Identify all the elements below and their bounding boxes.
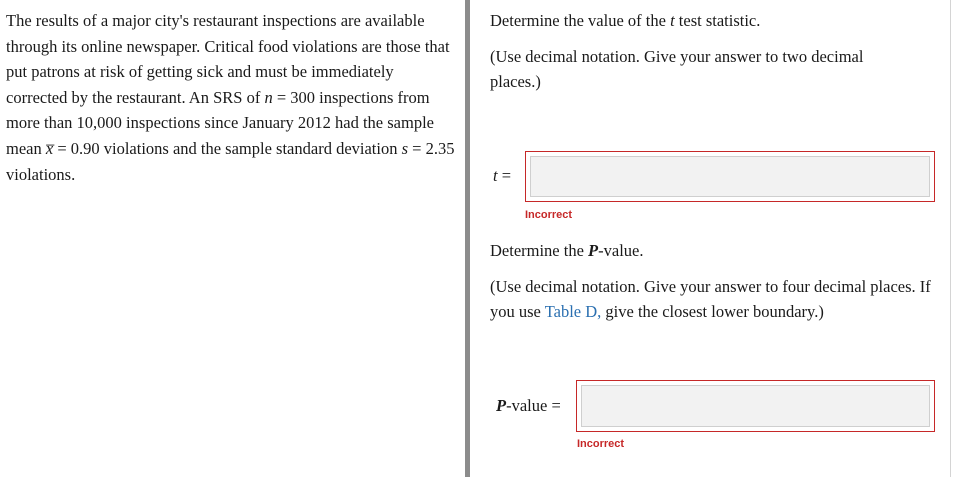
- q2-prompt: Determine the P-value.: [490, 241, 644, 260]
- right-border: [950, 0, 951, 477]
- p-value-label: P-value =: [496, 396, 561, 415]
- t-status-incorrect: Incorrect: [525, 209, 573, 221]
- t-label: t =: [493, 166, 512, 185]
- q1-instructions: (Use decimal notation. Give your answer to two decimal places.): [490, 47, 864, 91]
- q2-instructions: (Use decimal notation. Give your answer to four decimal places. If you use Table D, give the closest lower boundary.): [490, 277, 931, 321]
- p-value-status-incorrect: Incorrect: [577, 438, 625, 450]
- t-answer-input[interactable]: [531, 157, 929, 196]
- n-variable: n: [264, 87, 273, 107]
- p-value-answer-input[interactable]: [582, 386, 929, 426]
- xbar-variable: x̅: [45, 138, 54, 158]
- panel-divider: [465, 0, 470, 477]
- table-d-link[interactable]: Table D,: [544, 302, 602, 321]
- q1-prompt: Determine the value of the t test statistic.: [490, 11, 761, 30]
- t-answer-box: [525, 151, 935, 202]
- p-value-answer-box: [576, 380, 935, 432]
- problem-statement: The results of a major city's restaurant inspections are available through its online newspaper. Critical food violations are those that put patrons at risk of getting sick and must be immediately corrected by the restaurant. An SRS of n = 300 inspections from more than 10,000 inspections since January 2012 had the sample mean x̅ = 0.90 violations and the sample standard deviation s = 2.35 violations.: [6, 11, 455, 184]
- problem-panel: [0, 0, 465, 477]
- s-variable: s: [401, 138, 409, 158]
